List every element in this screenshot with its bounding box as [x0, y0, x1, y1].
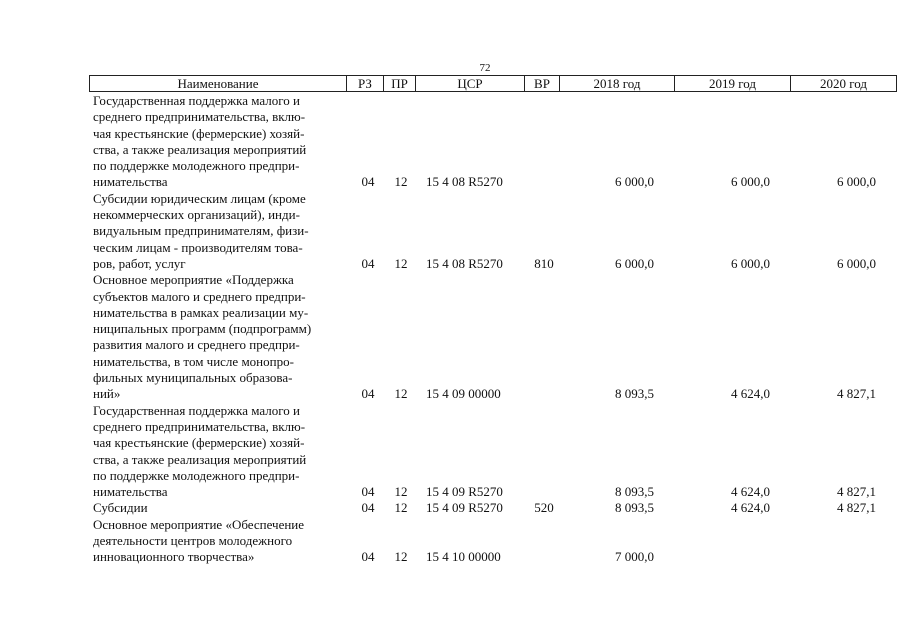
- column-header-rz: РЗ: [347, 76, 384, 92]
- row-rz: 04: [361, 549, 375, 565]
- row-csr: 15 4 09 R5270: [426, 484, 503, 500]
- table-header: [89, 75, 897, 92]
- row-rz: 04: [361, 255, 375, 271]
- table-row: [0, 403, 905, 501]
- row-pr: 12: [394, 174, 408, 190]
- row-csr: 15 4 09 00000: [426, 386, 501, 402]
- table-row: [0, 272, 905, 402]
- row-name: Субсидии юридическим лицам (кроме некоммерческих организаций), инди- видуальным предпринимателям, физи- ческим лицам - производителям това- ров, работ, услуг: [93, 190, 309, 271]
- row-2020: 4 827,1: [837, 386, 876, 402]
- row-name: Основное мероприятие «Поддержка субъектов малого и среднего предпри- нимательства в рамках реализации му- ниципальных программ (подпрограмм) развития малого и среднего предпри- нимательства, в том числе монопро- фильных муниципальных образова- ний»: [93, 272, 312, 402]
- column-header-vr: ВР: [525, 76, 560, 92]
- table-body: [0, 93, 905, 566]
- table-row: [0, 191, 905, 272]
- row-2018: 8 093,5: [615, 500, 654, 516]
- row-pr: 12: [394, 484, 408, 500]
- row-csr: 15 4 09 R5270: [426, 500, 503, 516]
- row-pr: 12: [394, 500, 408, 516]
- row-csr: 15 4 10 00000: [426, 549, 501, 565]
- column-header-2019: 2019 год: [675, 76, 791, 92]
- row-2019: 4 624,0: [731, 386, 770, 402]
- row-2018: 6 000,0: [615, 174, 654, 190]
- row-2019: 4 624,0: [731, 484, 770, 500]
- table-row: [0, 500, 905, 516]
- row-rz: 04: [361, 386, 375, 402]
- column-header-name: Наименование: [90, 76, 347, 92]
- column-header-csr: ЦСР: [416, 76, 525, 92]
- row-2019: 4 624,0: [731, 500, 770, 516]
- row-vr: 810: [534, 255, 554, 271]
- row-name: Государственная поддержка малого и среднего предпринимательства, вклю- чая крестьянские (фермерские) хозяй- ства, а также реализация мероприятий по поддержке молодежного предпри- нимательства: [93, 402, 307, 500]
- column-header-2018: 2018 год: [560, 76, 675, 92]
- row-csr: 15 4 08 R5270: [426, 255, 503, 271]
- row-name: Государственная поддержка малого и среднего предпринимательства, вклю- чая крестьянские (фермерские) хозяй- ства, а также реализация мероприятий по поддержке молодежного предпри- нимательства: [93, 93, 307, 190]
- table-row: [0, 517, 905, 566]
- row-2020: 4 827,1: [837, 484, 876, 500]
- row-2019: 6 000,0: [731, 174, 770, 190]
- row-name: Основное мероприятие «Обеспечение деятельности центров молодежного инновационного творчества»: [93, 516, 305, 565]
- column-header-pr: ПР: [384, 76, 416, 92]
- row-name: Субсидии: [93, 500, 148, 516]
- column-header-2020: 2020 год: [791, 76, 897, 92]
- row-pr: 12: [394, 386, 408, 402]
- row-2018: 7 000,0: [615, 549, 654, 565]
- table-row: [0, 93, 905, 191]
- row-vr: 520: [534, 500, 554, 516]
- row-rz: 04: [361, 174, 375, 190]
- row-2018: 8 093,5: [615, 484, 654, 500]
- row-2020: 6 000,0: [837, 255, 876, 271]
- row-rz: 04: [361, 500, 375, 516]
- row-2019: 6 000,0: [731, 255, 770, 271]
- page-number: 72: [479, 62, 491, 74]
- row-pr: 12: [394, 255, 408, 271]
- row-2018: 8 093,5: [615, 386, 654, 402]
- row-pr: 12: [394, 549, 408, 565]
- row-2018: 6 000,0: [615, 255, 654, 271]
- row-2020: 6 000,0: [837, 174, 876, 190]
- row-csr: 15 4 08 R5270: [426, 174, 503, 190]
- row-2020: 4 827,1: [837, 500, 876, 516]
- row-rz: 04: [361, 484, 375, 500]
